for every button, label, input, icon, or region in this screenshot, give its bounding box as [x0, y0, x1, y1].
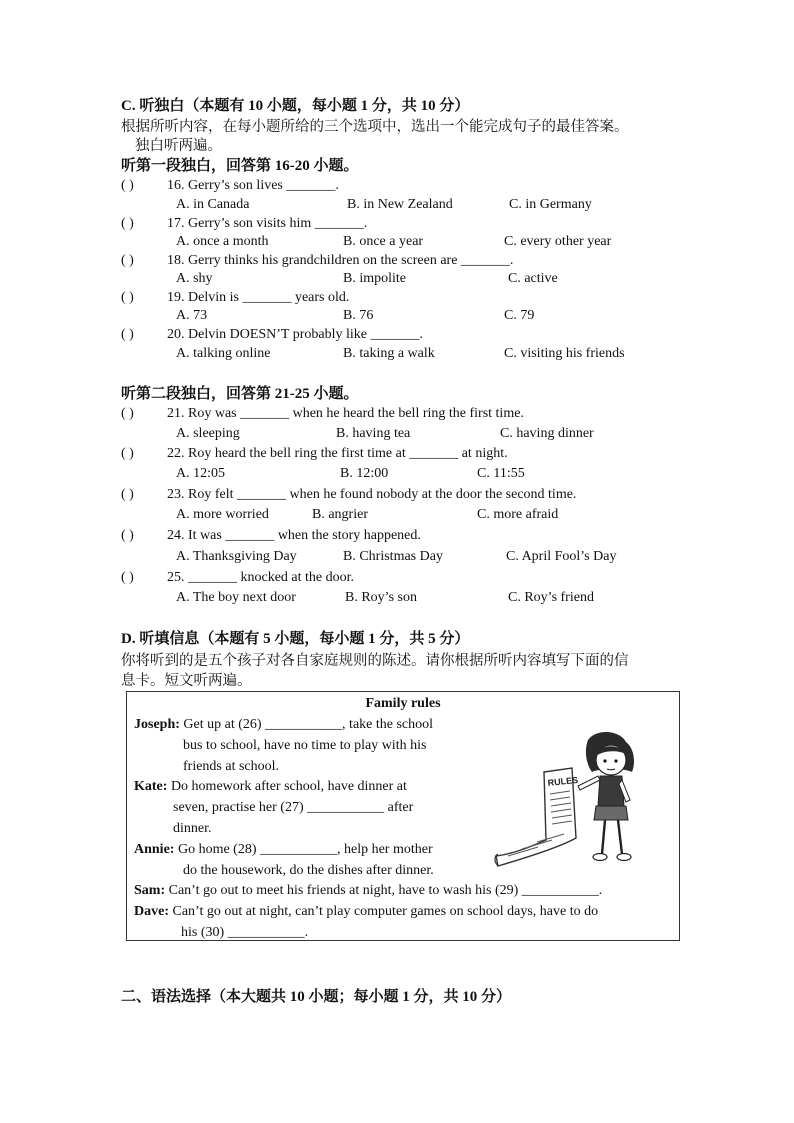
option-b: B. Roy’s son — [345, 590, 417, 605]
answer-blank[interactable]: ( ) — [121, 178, 134, 193]
family-rules-card — [126, 691, 680, 941]
option-b: B. angrier — [312, 507, 368, 522]
option-c: C. 79 — [504, 308, 535, 323]
section-c-instruction-2: 独白听两遍。 — [135, 138, 222, 154]
question-stem: 24. It was _______ when the story happened. — [167, 528, 421, 543]
option-c: C. active — [508, 271, 558, 286]
entry-text: Do homework after school, have dinner at — [170, 779, 407, 794]
option-a: A. more worried — [176, 507, 269, 522]
option-c: C. every other year — [504, 234, 612, 249]
entry-dave-line2: his (30) ___________. — [181, 925, 309, 940]
entry-joseph — [134, 716, 433, 734]
answer-blank[interactable]: ( ) — [121, 487, 134, 502]
option-c: C. Roy’s friend — [508, 590, 594, 605]
part1-heading: 听第一段独白，回答第 16-20 小题。 — [121, 158, 359, 174]
option-a: A. Thanksgiving Day — [176, 549, 297, 564]
option-b: B. 12:00 — [340, 466, 389, 481]
entry-name: Kate: — [134, 779, 168, 794]
question-21 — [121, 405, 524, 423]
option-b: B. in New Zealand — [347, 197, 453, 212]
answer-blank[interactable]: ( ) — [121, 570, 134, 585]
entry-kate-line2: seven, practise her (27) ___________ after — [173, 800, 414, 815]
part2-heading: 听第二段独白，回答第 21-25 小题。 — [121, 386, 359, 402]
option-b: B. having tea — [336, 426, 411, 441]
option-a: A. shy — [176, 271, 213, 286]
entry-sam — [134, 882, 602, 900]
card-title: Family rules — [365, 696, 441, 711]
answer-blank[interactable]: ( ) — [121, 290, 134, 305]
option-b: B. impolite — [343, 271, 406, 286]
option-b: B. Christmas Day — [343, 549, 443, 564]
answer-blank[interactable]: ( ) — [121, 528, 134, 543]
question-stem: 25. _______ knocked at the door. — [167, 570, 355, 585]
entry-kate — [134, 778, 407, 796]
question-stem: 18. Gerry thinks his grandchildren on the screen are _______. — [167, 253, 514, 268]
option-c: C. 11:55 — [477, 466, 525, 481]
question-16 — [121, 177, 339, 195]
section-d-instruction: 你将听到的是五个孩子对各自家庭规则的陈述。请你根据所听内容填写下面的信 — [121, 653, 629, 669]
entry-kate-line3: dinner. — [173, 821, 212, 836]
question-25 — [121, 569, 354, 587]
answer-blank[interactable]: ( ) — [121, 327, 134, 342]
option-b: B. once a year — [343, 234, 424, 249]
option-a: A. 73 — [176, 308, 208, 323]
entry-text: Go home (28) ___________, help her mother — [177, 842, 433, 857]
option-c: C. April Fool’s Day — [506, 549, 617, 564]
rules-sign-text: RULES — [547, 774, 579, 788]
question-stem: 23. Roy felt _______ when he found nobody at the door the second time. — [167, 487, 577, 502]
section-c-instruction: 根据所听内容，在每小题所给的三个选项中，选出一个能完成句子的最佳答案。 — [121, 119, 629, 135]
option-a: A. 12:05 — [176, 466, 225, 481]
entry-name: Joseph: — [134, 717, 180, 732]
option-b: B. taking a walk — [343, 346, 435, 361]
option-c: C. more afraid — [477, 507, 559, 522]
answer-blank[interactable]: ( ) — [121, 253, 134, 268]
entry-joseph-line2: bus to school, have no time to play with his — [183, 738, 427, 753]
option-c: C. having dinner — [500, 426, 594, 441]
girl-with-rules-illustration — [492, 728, 672, 873]
option-b: B. 76 — [343, 308, 374, 323]
question-22 — [121, 445, 508, 463]
entry-name: Dave: — [134, 904, 169, 919]
option-c: C. in Germany — [509, 197, 592, 212]
option-a: A. once a month — [176, 234, 269, 249]
entry-joseph-line3: friends at school. — [183, 759, 280, 774]
section-c-heading: C. 听独白（本题有 10 小题，每小题 1 分，共 10 分） — [121, 98, 470, 114]
entry-annie — [134, 841, 433, 859]
option-a: A. in Canada — [176, 197, 250, 212]
entry-annie-line2: do the housework, do the dishes after dinner. — [183, 863, 434, 878]
entry-name: Annie: — [134, 842, 175, 857]
entry-name: Sam: — [134, 883, 166, 898]
option-a: A. The boy next door — [176, 590, 296, 605]
section-d-heading: D. 听填信息（本题有 5 小题，每小题 1 分，共 5 分） — [121, 631, 470, 647]
entry-text: Can’t go out to meet his friends at night, have to wash his (29) ___________. — [168, 883, 603, 898]
entry-dave — [134, 903, 598, 921]
option-a: A. sleeping — [176, 426, 240, 441]
question-23 — [121, 486, 576, 504]
entry-text: Get up at (26) ___________, take the school — [183, 717, 434, 732]
question-stem: 22. Roy heard the bell ring the first time at _______ at night. — [167, 446, 508, 461]
option-a: A. talking online — [176, 346, 271, 361]
answer-blank[interactable]: ( ) — [121, 406, 134, 421]
entry-text: Can’t go out at night, can’t play computer games on school days, have to do — [172, 904, 599, 919]
question-24 — [121, 527, 421, 545]
question-stem: 21. Roy was _______ when he heard the bell ring the first time. — [167, 406, 524, 421]
question-20 — [121, 326, 423, 344]
option-c: C. visiting his friends — [504, 346, 625, 361]
question-17 — [121, 215, 367, 233]
answer-blank[interactable]: ( ) — [121, 216, 134, 231]
question-stem: 19. Delvin is _______ years old. — [167, 290, 350, 305]
question-stem: 16. Gerry’s son lives _______. — [167, 178, 339, 193]
question-stem: 17. Gerry’s son visits him _______. — [167, 216, 368, 231]
section-d-instruction-2: 息卡。短文听两遍。 — [121, 673, 252, 689]
answer-blank[interactable]: ( ) — [121, 446, 134, 461]
question-18 — [121, 252, 513, 270]
section-ii-heading: 二、语法选择（本大题共 10 小题；每小题 1 分，共 10 分） — [121, 989, 512, 1005]
question-19 — [121, 289, 349, 307]
question-stem: 20. Delvin DOESN’T probably like _______. — [167, 327, 423, 342]
